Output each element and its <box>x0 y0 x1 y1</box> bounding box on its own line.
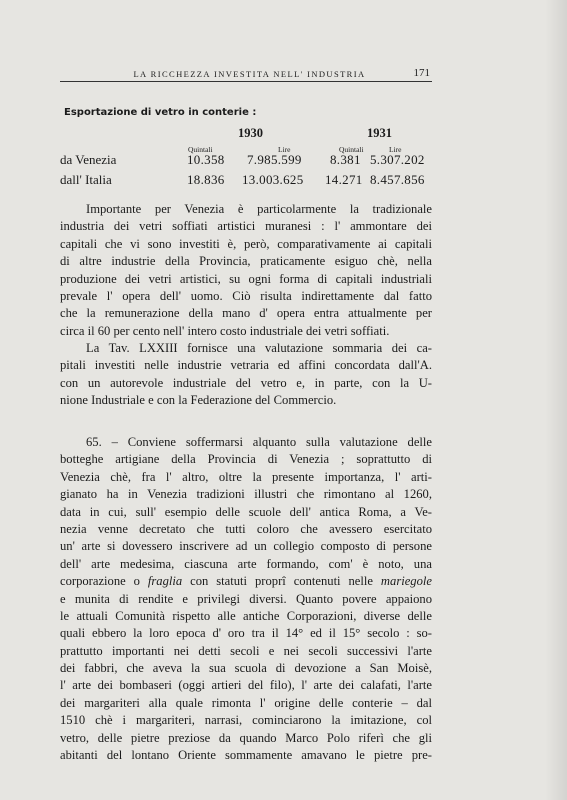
italic-term: mariegole <box>380 574 432 589</box>
text-line: vetro, delle pietre preziose da quando Marco Polo riferì che gli <box>60 730 432 745</box>
paragraph-tav-lxxiii <box>60 340 432 410</box>
year-1930: 1930 <box>238 126 263 140</box>
table-cell: 14.271 <box>325 172 363 187</box>
text-line: La Tav. LXXIII fornisce una valutazione sommaria dei ca- <box>86 341 432 355</box>
table-cell: 13.003.625 <box>242 172 304 187</box>
text-line: circa il 60 per cento nell' intero costo industriale dei vetri soffiati. <box>60 323 390 338</box>
table-cell: 8.457.856 <box>370 172 425 187</box>
text-line: dei fabbri, che aveva la sua scuola di devozione a San Moisè, <box>60 661 432 676</box>
row-label-venezia: da Venezia <box>60 152 117 167</box>
table-cell: 5.307.202 <box>370 152 425 167</box>
table-cell: 8.381 <box>330 152 361 167</box>
text-line: un' arte si dovessero inscrivere ad un collegio composto di persone <box>60 539 432 554</box>
text-line: l' arte dei bombaseri (oggi artieri del filo), l' arte dei calafati, l'arte <box>60 678 432 693</box>
header-rule <box>60 81 432 82</box>
text-line: nione Industriale e con la Federazione del Commercio. <box>60 393 337 408</box>
text-line: industria dei vetri soffiati artistici muranesi : l' ammontare dei <box>60 219 432 234</box>
text-line: dei margariteri alla quale rimonta l' origine delle conterie – dal <box>60 695 432 710</box>
unit-quintali-1930: Quintali <box>188 145 213 154</box>
text-line: produzione dei vetri artistici, su ogni forma di capitali industriali <box>60 271 432 286</box>
text-line: che la remunerazione della mano d' opera entra attualmente per <box>60 306 432 321</box>
text-line: prevale l' opera dell' uomo. Ciò risulta indirettamente dal fatto <box>60 288 432 303</box>
text-line: Venezia chè, fra l' altro, oltre la presente importanza, l' arti- <box>60 469 432 484</box>
year-1931: 1931 <box>367 126 392 140</box>
text-line: botteghe artigiane della Provincia di Venezia ; soprattutto di <box>60 452 432 467</box>
text-line: e munita di rendite e privilegi diversi. Quanto povere appaiono <box>60 591 432 606</box>
table-cell: 7.985.599 <box>247 152 302 167</box>
paragraph-vetri-soffiati <box>60 201 432 340</box>
text-line: dell' arte medesima, ciascuna arte formando, com' è noto, una <box>60 556 432 571</box>
running-header: LA RICCHEZZA INVESTITA NELL' INDUSTRIA <box>133 69 366 79</box>
text-line: 65. – Conviene soffermarsi alquanto sulla valutazione delle <box>86 435 432 449</box>
text-line: abitanti del lontano Oriente sommamente amavano le pietre pre- <box>60 748 432 763</box>
unit-lire-1930: Lire <box>278 145 291 154</box>
text-line: le attuali Comunità rispetto alle antiche Corporazioni, diverse delle <box>60 608 432 623</box>
table-cell: 10.358 <box>187 152 225 167</box>
unit-lire-1931: Lire <box>389 145 402 154</box>
text-line: 1510 chè i margariteri, narrasi, cominciarono la imitazione, col <box>60 713 432 728</box>
row-label-italia: dall' Italia <box>60 172 112 187</box>
unit-quintali-1931: Quintali <box>339 145 364 154</box>
text-line: corporazione o fraglia con statuti proprî contenuti nelle mariegole <box>60 574 432 589</box>
text-line: di altre industrie della Provincia, praticamente esiguo chè, nella <box>60 254 432 269</box>
italic-term: fraglia <box>147 574 183 589</box>
text-line: pitali investiti nelle industrie vetraria ed affini concordata dall'A. <box>60 358 432 373</box>
table-cell: 18.836 <box>187 172 225 187</box>
text-line: nezia venne decretato che tutti coloro che avessero esercitato <box>60 521 432 536</box>
text-line: quali ebbero la loro epoca d' oro tra il 14° ed il 15° secolo : so- <box>60 626 432 641</box>
table-title: Esportazione di vetro in conterie : <box>64 107 257 118</box>
page-number: 171 <box>413 67 430 79</box>
page-edge-shadow <box>545 0 567 800</box>
text-line: gianato ha in Venezia tradizioni illustri che rimontano al 1260, <box>60 487 432 502</box>
text-line: Importante per Venezia è particolarmente la tradizionale <box>86 202 432 216</box>
text-line: data in cui, sull' esempio delle scuole dell' antica Roma, a Ve- <box>60 504 432 519</box>
text-line: prattutto importanti nei detti secoli e nei secoli successivi l'arte <box>60 643 432 658</box>
paragraph-65-botteghe-artigiane <box>60 434 432 764</box>
text-line: capitali che vi sono investiti è, però, comparativamente ai capitali <box>60 236 432 251</box>
text-line: con un autorevole industriale del vetro e, in parte, con la U- <box>60 375 432 390</box>
